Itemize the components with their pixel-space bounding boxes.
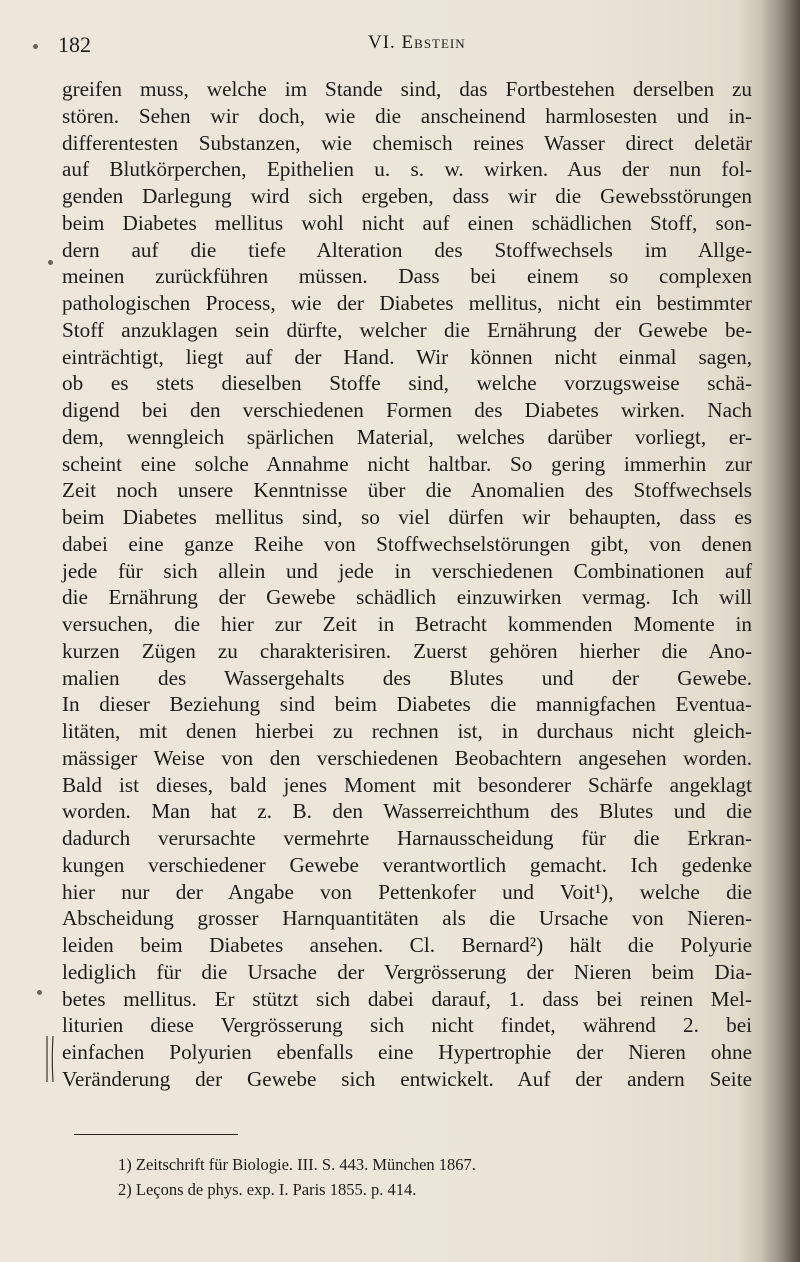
text-line: digend bei den verschiedenen Formen des Diabetes wirken. Nach — [62, 398, 752, 422]
text-line: auf Blutkörperchen, Epithelien u. s. w. wirken. Aus der nun fol- — [62, 157, 752, 182]
text-line: scheint eine solche Annahme nicht haltbar. So gering immerhin zur — [62, 451, 752, 476]
footnote-item: 1) Zeitschrift für Biologie. III. S. 443. München 1867. — [118, 1155, 476, 1174]
text-line: versuchen, die hier zur Zeit in Betracht kommenden Momente in — [62, 612, 752, 636]
text-line: kurzen Zügen zu charakterisiren. Zuerst gehören hierher die Ano- — [62, 638, 752, 663]
text-line: dem, wenngleich spärlichen Material, welches darüber vorliegt, er- — [62, 424, 752, 449]
page-number: 182 — [58, 32, 91, 57]
margin-dot — [33, 44, 38, 49]
text-line: In dieser Beziehung sind beim Diabetes die mannigfachen Eventua- — [62, 692, 752, 717]
text-line: Abscheidung grosser Harnquantitäten als die Ursache von Nieren- — [62, 906, 752, 931]
text-line: jede für sich allein und jede in verschiedenen Combinationen auf — [62, 558, 752, 583]
footnote-rule — [74, 1134, 238, 1135]
text-line: einfachen Polyurien ebenfalls eine Hypertrophie der Nieren ohne — [62, 1040, 752, 1064]
text-line: Veränderung der Gewebe sich entwickelt. Auf der andern Seite — [62, 1066, 752, 1091]
text-line: lediglich für die Ursache der Vergrösserung der Nieren beim Dia- — [62, 959, 752, 984]
text-line: litäten, mit denen hierbei zu rechnen ist, in durchaus nicht gleich- — [62, 719, 752, 743]
text-line: beim Diabetes mellitus sind, so viel dürfen wir behaupten, dass es — [62, 505, 752, 529]
page-gutter-shadow — [760, 0, 800, 1262]
footnotes — [118, 1152, 678, 1202]
text-line: meinen zurückführen müssen. Dass bei einem so complexen — [62, 264, 752, 289]
text-line: einträchtigt, liegt auf der Hand. Wir können nicht einmal sagen, — [62, 344, 752, 369]
margin-pencil-mark — [44, 1034, 60, 1084]
text-line: betes mellitus. Er stützt sich dabei darauf, 1. dass bei reinen Mel- — [62, 986, 752, 1011]
text-line: Bald ist dieses, bald jenes Moment mit besonderer Schärfe angeklagt — [62, 772, 752, 797]
text-line: kungen verschiedener Gewebe verantwortlich gemacht. Ich gedenke — [62, 852, 752, 877]
text-line: ob es stets dieselben Stoffe sind, welche vorzugsweise schä- — [62, 371, 752, 396]
text-line: dabei eine ganze Reihe von Stoffwechselstörungen gibt, von denen — [62, 531, 752, 556]
text-line: Zeit noch unsere Kenntnisse über die Anomalien des Stoffwechsels — [62, 478, 752, 503]
text-line: Stoff anzuklagen sein dürfte, welcher die Ernährung der Gewebe be- — [62, 317, 752, 342]
text-line: stören. Sehen wir doch, wie die anscheinend harmlosesten und in- — [62, 103, 752, 128]
text-line: liturien diese Vergrösserung sich nicht findet, während 2. bei — [62, 1013, 752, 1038]
text-line: malien des Wassergehalts des Blutes und der Gewebe. — [62, 665, 752, 690]
text-line: differentesten Substanzen, wie chemisch reines Wasser direct deletär — [62, 130, 752, 155]
text-line: greifen muss, welche im Stande sind, das Fortbestehen derselben zu — [62, 77, 752, 101]
text-line: leiden beim Diabetes ansehen. Cl. Bernard²) hält die Polyurie — [62, 933, 752, 957]
text-line: hier nur der Angabe von Pettenkofer und Voit¹), welche die — [62, 879, 752, 904]
margin-dot — [37, 990, 42, 995]
body-text — [62, 76, 752, 1093]
text-line: genden Darlegung wird sich ergeben, dass wir die Gewebsstörungen — [62, 184, 752, 208]
text-line: worden. Man hat z. B. den Wasserreichthum des Blutes und die — [62, 799, 752, 824]
text-line: beim Diabetes mellitus wohl nicht auf einen schädlichen Stoff, son- — [62, 210, 752, 235]
text-line: dadurch verursachte vermehrte Harnausscheidung für die Erkran- — [62, 826, 752, 850]
text-line: dern auf die tiefe Alteration des Stoffwechsels im Allge- — [62, 237, 752, 262]
running-head-title: VI. Ebstein — [368, 32, 466, 53]
text-line: mässiger Weise von den verschiedenen Beobachtern angesehen worden. — [62, 745, 752, 770]
margin-dot — [48, 260, 53, 265]
text-line: die Ernährung der Gewebe schädlich einzuwirken vermag. Ich will — [62, 585, 752, 610]
text-line: pathologischen Process, wie der Diabetes mellitus, nicht ein bestimmter — [62, 291, 752, 315]
running-head — [28, 32, 758, 66]
footnote-item: 2) Leçons de phys. exp. I. Paris 1855. p. 414. — [118, 1180, 417, 1199]
